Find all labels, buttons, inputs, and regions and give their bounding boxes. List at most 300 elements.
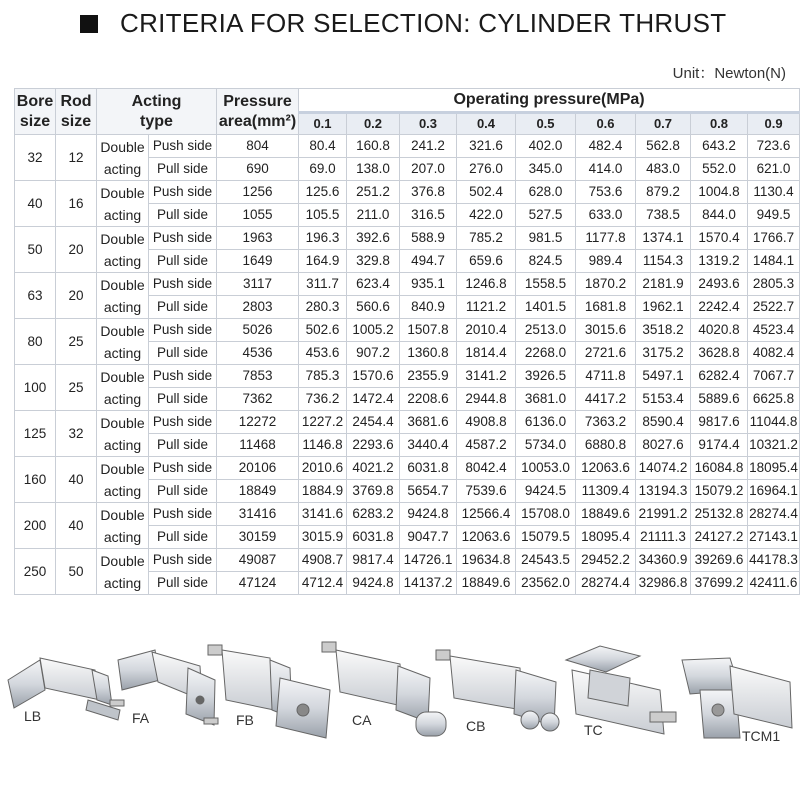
push-side-label: Push side: [149, 549, 217, 572]
push-thrust-value: 16084.8: [691, 457, 748, 480]
push-thrust-value: 3681.6: [400, 411, 457, 434]
push-thrust-value: 2454.4: [347, 411, 400, 434]
push-area-cell: 7853: [217, 365, 299, 388]
push-thrust-value: 502.4: [457, 181, 516, 204]
pull-thrust-value: 9047.7: [400, 526, 457, 549]
table-row: [15, 549, 800, 572]
pull-thrust-value: 453.6: [299, 342, 347, 365]
push-thrust-value: 10053.0: [516, 457, 576, 480]
acting-type-cell: [97, 181, 149, 227]
push-thrust-value: 4523.4: [748, 319, 800, 342]
cylinder-mount-illustrations: [0, 630, 800, 800]
push-thrust-value: 18849.6: [576, 503, 636, 526]
push-thrust-value: 1507.8: [400, 319, 457, 342]
table-row: [15, 457, 800, 480]
pull-side-label: Pull side: [149, 572, 217, 595]
pull-thrust-value: 345.0: [516, 158, 576, 181]
pull-thrust-value: 1681.8: [576, 296, 636, 319]
push-thrust-value: 562.8: [636, 135, 691, 158]
rod-size-cell: 32: [56, 411, 97, 457]
pull-thrust-value: 24127.2: [691, 526, 748, 549]
push-thrust-value: 311.7: [299, 273, 347, 296]
acting-type-cell: [97, 365, 149, 411]
bore-size-cell: 63: [15, 273, 56, 319]
table-row: [15, 227, 800, 250]
push-thrust-value: 4711.8: [576, 365, 636, 388]
push-side-label: Push side: [149, 457, 217, 480]
rod-size-cell: 20: [56, 227, 97, 273]
pull-thrust-value: 2944.8: [457, 388, 516, 411]
title-text: CRITERIA FOR SELECTION: CYLINDER THRUST: [120, 8, 727, 38]
rod-size-cell: 16: [56, 181, 97, 227]
push-thrust-value: 2181.9: [636, 273, 691, 296]
header-pressure-0.1: 0.1: [299, 113, 347, 135]
push-side-label: Push side: [149, 227, 217, 250]
push-thrust-value: 628.0: [516, 181, 576, 204]
acting-double-text: Double: [100, 184, 145, 201]
cylinder-fb-icon: [208, 645, 330, 738]
pull-thrust-value: 7539.6: [457, 480, 516, 503]
pull-thrust-value: 8027.6: [636, 434, 691, 457]
push-side-label: Push side: [149, 181, 217, 204]
pull-side-label: Pull side: [149, 250, 217, 273]
pull-area-cell: 690: [217, 158, 299, 181]
pull-thrust-value: 840.9: [400, 296, 457, 319]
pull-area-cell: 30159: [217, 526, 299, 549]
acting-acting-text: acting: [103, 206, 142, 223]
pull-thrust-value: 6880.8: [576, 434, 636, 457]
push-area-cell: 1963: [217, 227, 299, 250]
rod-size-cell: 12: [56, 135, 97, 181]
push-thrust-value: 321.6: [457, 135, 516, 158]
header-pressure-0.9: 0.9: [748, 113, 800, 135]
push-thrust-value: 18095.4: [748, 457, 800, 480]
table-row: [15, 135, 800, 158]
push-thrust-value: 2493.6: [691, 273, 748, 296]
push-thrust-value: 8042.4: [457, 457, 516, 480]
pull-thrust-value: 13194.3: [636, 480, 691, 503]
pull-thrust-value: 15079.5: [516, 526, 576, 549]
pull-thrust-value: 316.5: [400, 204, 457, 227]
pull-area-cell: 1055: [217, 204, 299, 227]
push-thrust-value: 25132.8: [691, 503, 748, 526]
acting-double-text: Double: [100, 276, 145, 293]
header-pressure-0.2: 0.2: [347, 113, 400, 135]
bore-size-cell: 200: [15, 503, 56, 549]
pull-thrust-value: 659.6: [457, 250, 516, 273]
model-label-lb: LB: [24, 708, 42, 724]
pull-thrust-value: 527.5: [516, 204, 576, 227]
bore-size-cell: 250: [15, 549, 56, 595]
push-thrust-value: 935.1: [400, 273, 457, 296]
push-thrust-value: 2513.0: [516, 319, 576, 342]
acting-type-cell: [97, 273, 149, 319]
table-row: [15, 365, 800, 388]
pull-thrust-value: 3440.4: [400, 434, 457, 457]
push-thrust-value: 14726.1: [400, 549, 457, 572]
pull-area-cell: 47124: [217, 572, 299, 595]
push-thrust-value: 6282.4: [691, 365, 748, 388]
pull-thrust-value: 28274.4: [576, 572, 636, 595]
acting-type-cell: [97, 227, 149, 273]
pull-thrust-value: 9174.4: [691, 434, 748, 457]
pull-thrust-value: 23562.0: [516, 572, 576, 595]
pull-thrust-value: 1121.2: [457, 296, 516, 319]
pull-thrust-value: 2721.6: [576, 342, 636, 365]
pull-thrust-value: 5654.7: [400, 480, 457, 503]
pull-thrust-value: 414.0: [576, 158, 636, 181]
pull-thrust-value: 949.5: [748, 204, 800, 227]
push-thrust-value: 34360.9: [636, 549, 691, 572]
pull-thrust-value: 824.5: [516, 250, 576, 273]
push-thrust-value: 11044.8: [748, 411, 800, 434]
pull-thrust-value: 1814.4: [457, 342, 516, 365]
push-thrust-value: 3926.5: [516, 365, 576, 388]
push-thrust-value: 125.6: [299, 181, 347, 204]
pull-thrust-value: 42411.6: [748, 572, 800, 595]
acting-acting-text: acting: [103, 298, 142, 315]
pull-thrust-value: 276.0: [457, 158, 516, 181]
push-thrust-value: 1227.2: [299, 411, 347, 434]
push-thrust-value: 3518.2: [636, 319, 691, 342]
push-thrust-value: 24543.5: [516, 549, 576, 572]
pull-thrust-value: 32986.8: [636, 572, 691, 595]
pull-thrust-value: 1154.3: [636, 250, 691, 273]
pull-thrust-value: 18095.4: [576, 526, 636, 549]
push-thrust-value: 1570.4: [691, 227, 748, 250]
acting-double-text: Double: [100, 506, 145, 523]
push-thrust-value: 39269.6: [691, 549, 748, 572]
push-thrust-value: 2010.4: [457, 319, 516, 342]
pull-thrust-value: 1360.8: [400, 342, 457, 365]
pull-thrust-value: 105.5: [299, 204, 347, 227]
acting-acting-text: acting: [103, 482, 142, 499]
push-thrust-value: 8590.4: [636, 411, 691, 434]
pull-thrust-value: 18849.6: [457, 572, 516, 595]
acting-double-text: Double: [100, 138, 145, 155]
push-thrust-value: 2355.9: [400, 365, 457, 388]
push-thrust-value: 1246.8: [457, 273, 516, 296]
pull-thrust-value: 907.2: [347, 342, 400, 365]
pull-thrust-value: 6031.8: [347, 526, 400, 549]
push-thrust-value: 44178.3: [748, 549, 800, 572]
pull-thrust-value: 9424.8: [347, 572, 400, 595]
pull-thrust-value: 37699.2: [691, 572, 748, 595]
push-thrust-value: 588.9: [400, 227, 457, 250]
model-label-ca: CA: [352, 712, 372, 728]
push-thrust-value: 1870.2: [576, 273, 636, 296]
push-area-cell: 3117: [217, 273, 299, 296]
pull-area-cell: 2803: [217, 296, 299, 319]
pull-thrust-value: 2293.6: [347, 434, 400, 457]
push-thrust-value: 7067.7: [748, 365, 800, 388]
pull-thrust-value: 1472.4: [347, 388, 400, 411]
push-thrust-value: 1177.8: [576, 227, 636, 250]
pull-thrust-value: 164.9: [299, 250, 347, 273]
push-thrust-value: 502.6: [299, 319, 347, 342]
pull-side-label: Pull side: [149, 204, 217, 227]
pull-thrust-value: 1484.1: [748, 250, 800, 273]
pull-thrust-value: 5889.6: [691, 388, 748, 411]
pull-thrust-value: 736.2: [299, 388, 347, 411]
push-thrust-value: 7363.2: [576, 411, 636, 434]
pull-thrust-value: 4712.4: [299, 572, 347, 595]
pull-thrust-value: 560.6: [347, 296, 400, 319]
pull-thrust-value: 6625.8: [748, 388, 800, 411]
acting-acting-text: acting: [103, 436, 142, 453]
pull-thrust-value: 69.0: [299, 158, 347, 181]
rod-size-cell: 25: [56, 319, 97, 365]
page-title: [80, 8, 726, 39]
table-row: [15, 273, 800, 296]
pull-thrust-value: 27143.1: [748, 526, 800, 549]
pull-thrust-value: 9424.5: [516, 480, 576, 503]
pull-area-cell: 1649: [217, 250, 299, 273]
header-pressure-0.3: 0.3: [400, 113, 457, 135]
bore-size-cell: 80: [15, 319, 56, 365]
push-thrust-value: 4021.2: [347, 457, 400, 480]
pull-thrust-value: 1962.1: [636, 296, 691, 319]
push-side-label: Push side: [149, 503, 217, 526]
push-thrust-value: 9817.4: [347, 549, 400, 572]
bore-size-cell: 100: [15, 365, 56, 411]
acting-double-text: Double: [100, 230, 145, 247]
acting-double-text: Double: [100, 460, 145, 477]
pull-thrust-value: 738.5: [636, 204, 691, 227]
model-label-fa: FA: [132, 710, 150, 726]
acting-acting-text: acting: [103, 344, 142, 361]
pull-thrust-value: 5734.0: [516, 434, 576, 457]
push-side-label: Push side: [149, 365, 217, 388]
pull-thrust-value: 3175.2: [636, 342, 691, 365]
push-area-cell: 12272: [217, 411, 299, 434]
acting-type-cell: [97, 503, 149, 549]
header-pressure-0.7: 0.7: [636, 113, 691, 135]
push-thrust-value: 376.8: [400, 181, 457, 204]
push-thrust-value: 21991.2: [636, 503, 691, 526]
pull-thrust-value: 138.0: [347, 158, 400, 181]
acting-type-cell: [97, 411, 149, 457]
pull-thrust-value: 4082.4: [748, 342, 800, 365]
pull-thrust-value: 3628.8: [691, 342, 748, 365]
pull-side-label: Pull side: [149, 526, 217, 549]
pull-thrust-value: 329.8: [347, 250, 400, 273]
push-area-cell: 804: [217, 135, 299, 158]
acting-double-text: Double: [100, 414, 145, 431]
push-thrust-value: 19634.8: [457, 549, 516, 572]
push-thrust-value: 1130.4: [748, 181, 800, 204]
push-side-label: Push side: [149, 273, 217, 296]
pull-thrust-value: 4587.2: [457, 434, 516, 457]
pull-thrust-value: 4417.2: [576, 388, 636, 411]
model-label-fb: FB: [236, 712, 254, 728]
pull-thrust-value: 1146.8: [299, 434, 347, 457]
pull-thrust-value: 12063.6: [457, 526, 516, 549]
cylinder-ca-icon: [322, 642, 446, 736]
acting-acting-text: acting: [103, 390, 142, 407]
pull-thrust-value: 1319.2: [691, 250, 748, 273]
acting-type-cell: [97, 135, 149, 181]
acting-type-cell: [97, 319, 149, 365]
push-thrust-value: 4020.8: [691, 319, 748, 342]
bore-size-cell: 32: [15, 135, 56, 181]
header-pressure-0.6: 0.6: [576, 113, 636, 135]
bore-size-cell: 125: [15, 411, 56, 457]
pull-thrust-value: 280.3: [299, 296, 347, 319]
pull-thrust-value: 1401.5: [516, 296, 576, 319]
push-thrust-value: 6031.8: [400, 457, 457, 480]
push-thrust-value: 981.5: [516, 227, 576, 250]
table-row: [15, 181, 800, 204]
pull-thrust-value: 3681.0: [516, 388, 576, 411]
push-thrust-value: 160.8: [347, 135, 400, 158]
header-rod-size: Rod size: [56, 89, 97, 135]
push-area-cell: 20106: [217, 457, 299, 480]
bore-size-cell: 50: [15, 227, 56, 273]
pull-area-cell: 11468: [217, 434, 299, 457]
header-pressure-0.8: 0.8: [691, 113, 748, 135]
pull-thrust-value: 422.0: [457, 204, 516, 227]
thrust-table: [14, 88, 800, 595]
pull-side-label: Pull side: [149, 296, 217, 319]
model-label-tc: TC: [584, 722, 603, 738]
pull-thrust-value: 633.0: [576, 204, 636, 227]
pull-thrust-value: 844.0: [691, 204, 748, 227]
pull-thrust-value: 552.0: [691, 158, 748, 181]
push-thrust-value: 3015.6: [576, 319, 636, 342]
pull-thrust-value: 1884.9: [299, 480, 347, 503]
rod-size-cell: 25: [56, 365, 97, 411]
push-area-cell: 31416: [217, 503, 299, 526]
bore-size-cell: 40: [15, 181, 56, 227]
push-thrust-value: 9424.8: [400, 503, 457, 526]
push-thrust-value: 1374.1: [636, 227, 691, 250]
push-thrust-value: 6283.2: [347, 503, 400, 526]
pull-thrust-value: 2208.6: [400, 388, 457, 411]
push-side-label: Push side: [149, 411, 217, 434]
push-thrust-value: 6136.0: [516, 411, 576, 434]
pull-side-label: Pull side: [149, 388, 217, 411]
push-thrust-value: 785.3: [299, 365, 347, 388]
push-thrust-value: 623.4: [347, 273, 400, 296]
cylinder-cb-icon: [436, 650, 559, 731]
acting-double-text: Double: [100, 368, 145, 385]
push-thrust-value: 2010.6: [299, 457, 347, 480]
push-thrust-value: 14074.2: [636, 457, 691, 480]
pull-area-cell: 7362: [217, 388, 299, 411]
pull-thrust-value: 21111.3: [636, 526, 691, 549]
push-thrust-value: 1766.7: [748, 227, 800, 250]
push-thrust-value: 241.2: [400, 135, 457, 158]
acting-acting-text: acting: [103, 528, 142, 545]
title-bullet-square: [80, 15, 98, 33]
push-thrust-value: 3141.6: [299, 503, 347, 526]
pull-side-label: Pull side: [149, 434, 217, 457]
acting-acting-text: acting: [103, 574, 142, 591]
acting-acting-text: acting: [103, 252, 142, 269]
push-thrust-value: 1004.8: [691, 181, 748, 204]
rod-size-cell: 40: [56, 457, 97, 503]
pull-thrust-value: 11309.4: [576, 480, 636, 503]
pull-thrust-value: 2242.4: [691, 296, 748, 319]
push-thrust-value: 723.6: [748, 135, 800, 158]
header-pressure-area: Pressure area(mm²): [217, 89, 299, 135]
push-thrust-value: 1558.5: [516, 273, 576, 296]
push-thrust-value: 482.4: [576, 135, 636, 158]
rod-size-cell: 20: [56, 273, 97, 319]
pull-thrust-value: 989.4: [576, 250, 636, 273]
pull-thrust-value: 5153.4: [636, 388, 691, 411]
cylinder-tc-icon: [566, 646, 676, 734]
header-operating-pressure: Operating pressure(MPa): [299, 89, 800, 113]
header-pressure-0.4: 0.4: [457, 113, 516, 135]
push-thrust-value: 9817.6: [691, 411, 748, 434]
push-thrust-value: 4908.8: [457, 411, 516, 434]
push-area-cell: 1256: [217, 181, 299, 204]
header-pressure-0.5: 0.5: [516, 113, 576, 135]
pull-area-cell: 4536: [217, 342, 299, 365]
acting-double-text: Double: [100, 322, 145, 339]
push-thrust-value: 402.0: [516, 135, 576, 158]
push-side-label: Push side: [149, 319, 217, 342]
pull-thrust-value: 211.0: [347, 204, 400, 227]
header-bore-size: Bore size: [15, 89, 56, 135]
bore-size-cell: 160: [15, 457, 56, 503]
push-thrust-value: 4908.7: [299, 549, 347, 572]
push-thrust-value: 1005.2: [347, 319, 400, 342]
push-thrust-value: 1570.6: [347, 365, 400, 388]
rod-size-cell: 50: [56, 549, 97, 595]
pull-side-label: Pull side: [149, 158, 217, 181]
push-side-label: Push side: [149, 135, 217, 158]
pull-thrust-value: 16964.1: [748, 480, 800, 503]
cylinder-illustrations-svg: [0, 630, 800, 800]
cylinder-tcm1-icon: [682, 658, 792, 738]
rod-size-cell: 40: [56, 503, 97, 549]
pull-thrust-value: 207.0: [400, 158, 457, 181]
table-row: [15, 319, 800, 342]
push-thrust-value: 392.6: [347, 227, 400, 250]
push-area-cell: 5026: [217, 319, 299, 342]
header-acting-type: Acting type: [97, 89, 217, 135]
model-label-cb: CB: [466, 718, 486, 734]
table-row: [15, 411, 800, 434]
push-thrust-value: 251.2: [347, 181, 400, 204]
pull-thrust-value: 10321.2: [748, 434, 800, 457]
push-thrust-value: 12566.4: [457, 503, 516, 526]
pull-thrust-value: 483.0: [636, 158, 691, 181]
push-thrust-value: 28274.4: [748, 503, 800, 526]
pull-thrust-value: 15079.2: [691, 480, 748, 503]
acting-double-text: Double: [100, 552, 145, 569]
acting-acting-text: acting: [103, 160, 142, 177]
push-thrust-value: 29452.2: [576, 549, 636, 572]
push-thrust-value: 80.4: [299, 135, 347, 158]
unit-note: Unit：Newton(N): [672, 65, 786, 82]
pull-thrust-value: 2268.0: [516, 342, 576, 365]
push-thrust-value: 3141.2: [457, 365, 516, 388]
push-area-cell: 49087: [217, 549, 299, 572]
push-thrust-value: 196.3: [299, 227, 347, 250]
push-thrust-value: 5497.1: [636, 365, 691, 388]
pull-thrust-value: 3769.8: [347, 480, 400, 503]
push-thrust-value: 785.2: [457, 227, 516, 250]
model-label-tcm1: TCM1: [742, 728, 781, 744]
pull-thrust-value: 14137.2: [400, 572, 457, 595]
push-thrust-value: 643.2: [691, 135, 748, 158]
pull-thrust-value: 2522.7: [748, 296, 800, 319]
pull-side-label: Pull side: [149, 342, 217, 365]
